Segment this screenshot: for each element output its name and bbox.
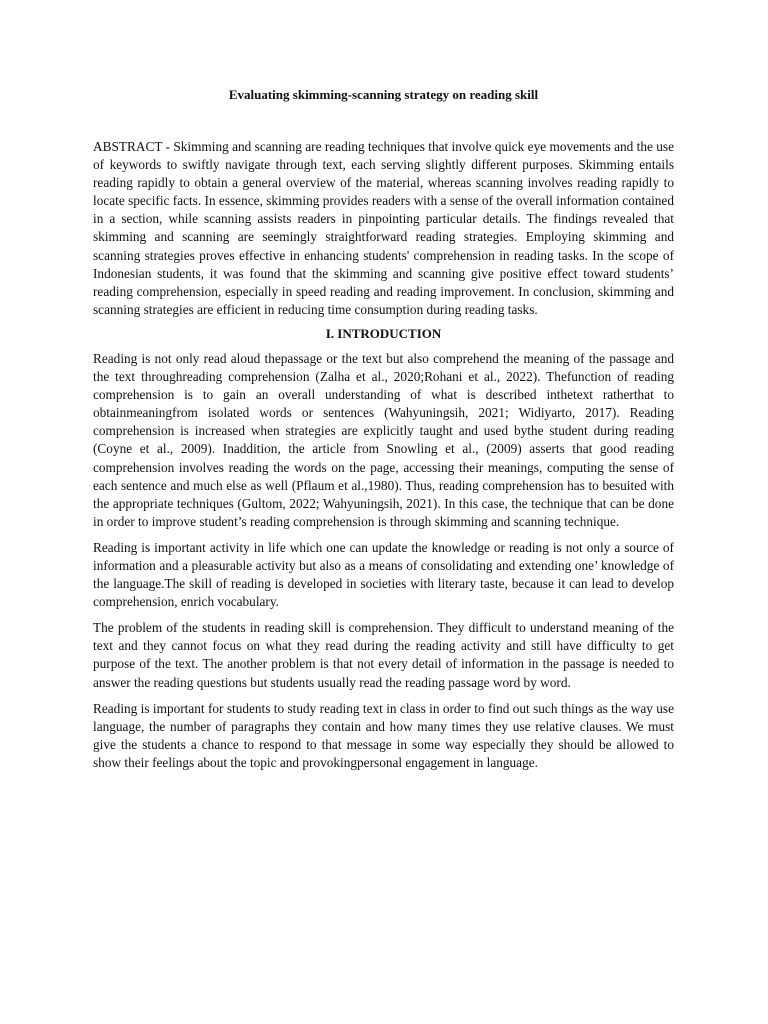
body-paragraph: The problem of the students in reading skill is comprehension. They difficult to understand meaning of the text and they cannot focus on what they read during the reading activity and still have difficulty to get purpose of the text. The another problem is that not every detail of information in the passage is needed to answer the reading questions but students usually read the reading passage word by word. [93, 620, 674, 690]
paper-title: Evaluating skimming-scanning strategy on reading skill [228, 87, 539, 102]
body-paragraph: Reading is important activity in life which one can update the knowledge or reading is not only a source of information and a pleasurable activity but also as a means of consolidating and extending one’ knowledge of the language.The skill of reading is developed in societies with literary taste, because it can lead to develop comprehension, enrich vocabulary. [93, 539, 674, 610]
document-page [93, 86, 674, 780]
body-paragraph: Reading is not only read aloud thepassage or the text but also comprehend the meaning of the passage and the text throughreading comprehension (Zalha et al., 2020;Rohani et al., 2022). Thefunction of reading comprehension is to gain an overall understanding of what is described inthetext ratherthat to obtainmeaningfrom isolated words or sentences (Wahyuningsih, 2021; Widiyarto, 2017). Reading comprehension is increased when strategies are explicitly taught and used bythe student during reading (Coyne et al., 2009). Inaddition, the article from Snowling et al., (2009) asserts that good reading comprehension involves reading the words on the page, accessing their meanings, computing the sense of each sentence and much else as well (Pflaum et al.,1980). Thus, reading comprehension has to besuited with the appropriate techniques (Gultom, 2022; Wahyuningsih, 2021). In this case, the technique that can be done in order to improve student’s reading comprehension is through skimming and scanning technique. [93, 350, 674, 529]
abstract-paragraph: ABSTRACT - Skimming and scanning are reading techniques that involve quick eye movements and the use of keywords to swiftly navigate through text, each serving slightly different purposes. Skimming entails reading rapidly to obtain a general overview of the material, whereas scanning involves reading rapidly to locate specific facts. In essence, skimming provides readers with a sense of the overall information contained in a section, while scanning assists readers in pinpointing particular details. The findings revealed that skimming and scanning are seemingly straightforward reading strategies. Employing skimming and scanning strategies proves effective in enhancing students' comprehension in reading tasks. In the scope of Indonesian students, it was found that the skimming and scanning give positive effect toward students’ reading comprehension, especially in speed reading and reading improvement. In conclusion, skimming and scanning strategies are efficient in reducing time consumption during reading tasks. [93, 139, 674, 317]
body-paragraph: Reading is important for students to study reading text in class in order to find out such things as the way use language, the number of paragraphs they contain and how many times they use relative clauses. We must give the students a chance to respond to that message in some way especially they should be allowed to show their feelings about the topic and provokingpersonal engagement in language. [93, 700, 674, 770]
section-heading-introduction: I. INTRODUCTION [325, 325, 442, 341]
